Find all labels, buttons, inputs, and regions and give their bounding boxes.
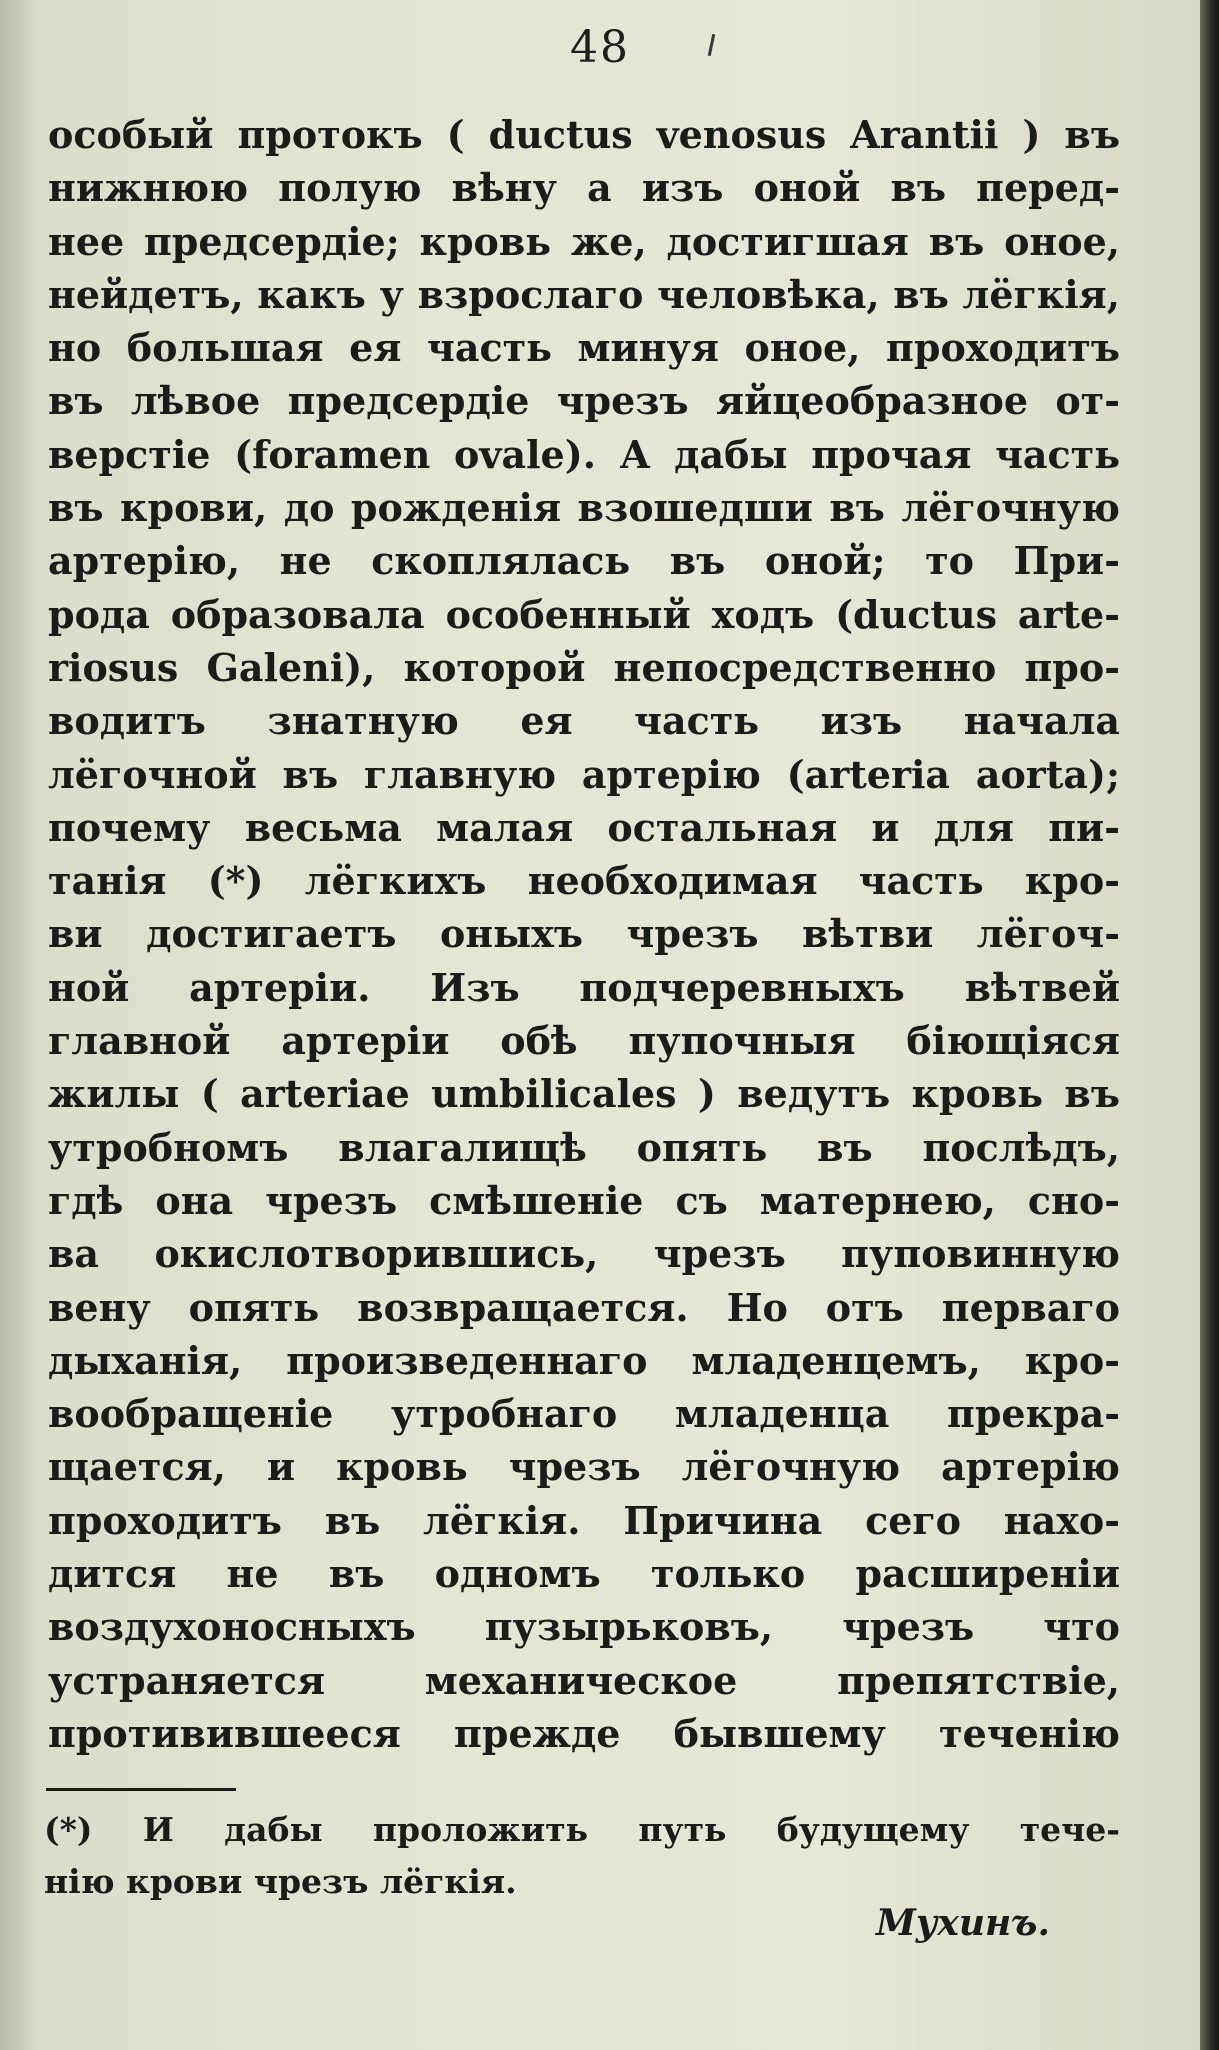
text-line: щается, и кровь чрезъ лёгочную артерію xyxy=(48,1444,1120,1490)
text-line: водитъ знатную ея часть изъ начала xyxy=(48,698,1120,744)
text-line: лёгочной въ главную артерію (arteria aorta); xyxy=(48,751,1120,797)
text-line: ви достигаетъ оныхъ чрезъ вѣтви лёгоч- xyxy=(48,911,1120,957)
text-line: вену опять возвращается. Но отъ перваго xyxy=(48,1284,1120,1330)
text-line: riosus Galeni), которой непосредственно про- xyxy=(48,644,1120,690)
text-line: рода образовала особенный ходъ (ductus arte- xyxy=(48,591,1120,637)
footnote xyxy=(44,1804,1120,1908)
text-line: нейдетъ, какъ у взрослаго человѣка, въ лёгкія, xyxy=(48,271,1120,317)
text-line: артерію, не скоплялась въ оной; то При- xyxy=(48,538,1120,584)
spine-shadow xyxy=(0,0,40,2050)
text-line: гдѣ она чрезъ смѣшеніе съ матернею, сно- xyxy=(48,1177,1120,1223)
text-line: ва окислотворившись, чрезъ пуповинную xyxy=(48,1231,1120,1277)
text-line: устраняется механическое препятствіе, xyxy=(48,1657,1120,1703)
text-line: верстіе (foramen ovale). А дабы прочая часть xyxy=(48,431,1120,477)
text-line: дыханія, произведеннаго младенцемъ, кро- xyxy=(48,1337,1120,1383)
text-line: въ лѣвое предсердіе чрезъ яйцеобразное от- xyxy=(48,378,1120,424)
footnote-signature: Мухинъ. xyxy=(876,1902,1050,1944)
body-text xyxy=(48,108,1120,1760)
text-line: жилы ( arteriae umbilicales ) ведутъ кровь въ xyxy=(48,1071,1120,1117)
text-line: противившееся прежде бывшему теченію xyxy=(48,1710,1120,1756)
text-line: особый протокъ ( ductus venosus Arantii ) въ xyxy=(48,112,1120,157)
page-edge xyxy=(1200,0,1219,2050)
text-line: вообращеніе утробнаго младенца прекра- xyxy=(48,1391,1120,1437)
footnote-line: нію крови чрезъ лёгкія. xyxy=(44,1862,517,1901)
text-line: танія (*) лёгкихъ необходимая часть кро- xyxy=(48,858,1120,904)
text-line: почему весьма малая остальная и для пи- xyxy=(48,804,1120,850)
text-line: главной артеріи обѣ пупочныя біющіяся xyxy=(48,1018,1120,1064)
footnote-rule xyxy=(46,1788,236,1791)
text-line: утробномъ влагалищѣ опять въ послѣдъ, xyxy=(48,1124,1120,1170)
text-line: нее предсердіе; кровь же, достигшая въ оное, xyxy=(48,218,1120,264)
text-line: нижнюю полую вѣну а изъ оной въ перед- xyxy=(48,165,1120,211)
footnote-line: (*) И дабы проложить путь будущему тече- xyxy=(44,1810,1120,1849)
page-number: 48 xyxy=(570,22,630,73)
text-line: ной артеріи. Изъ подчеревныхъ вѣтвей xyxy=(48,964,1120,1010)
text-line: проходитъ въ лёгкія. Причина сего нахо- xyxy=(48,1497,1120,1543)
text-line: въ крови, до рожденія взошедши въ лёгочную xyxy=(48,485,1120,531)
text-line: воздухоносныхъ пузырьковъ, чрезъ что xyxy=(48,1604,1120,1650)
text-line: но большая ея часть минуя оное, проходитъ xyxy=(48,325,1120,371)
text-line: дится не въ одномъ только расширеніи xyxy=(48,1551,1120,1597)
